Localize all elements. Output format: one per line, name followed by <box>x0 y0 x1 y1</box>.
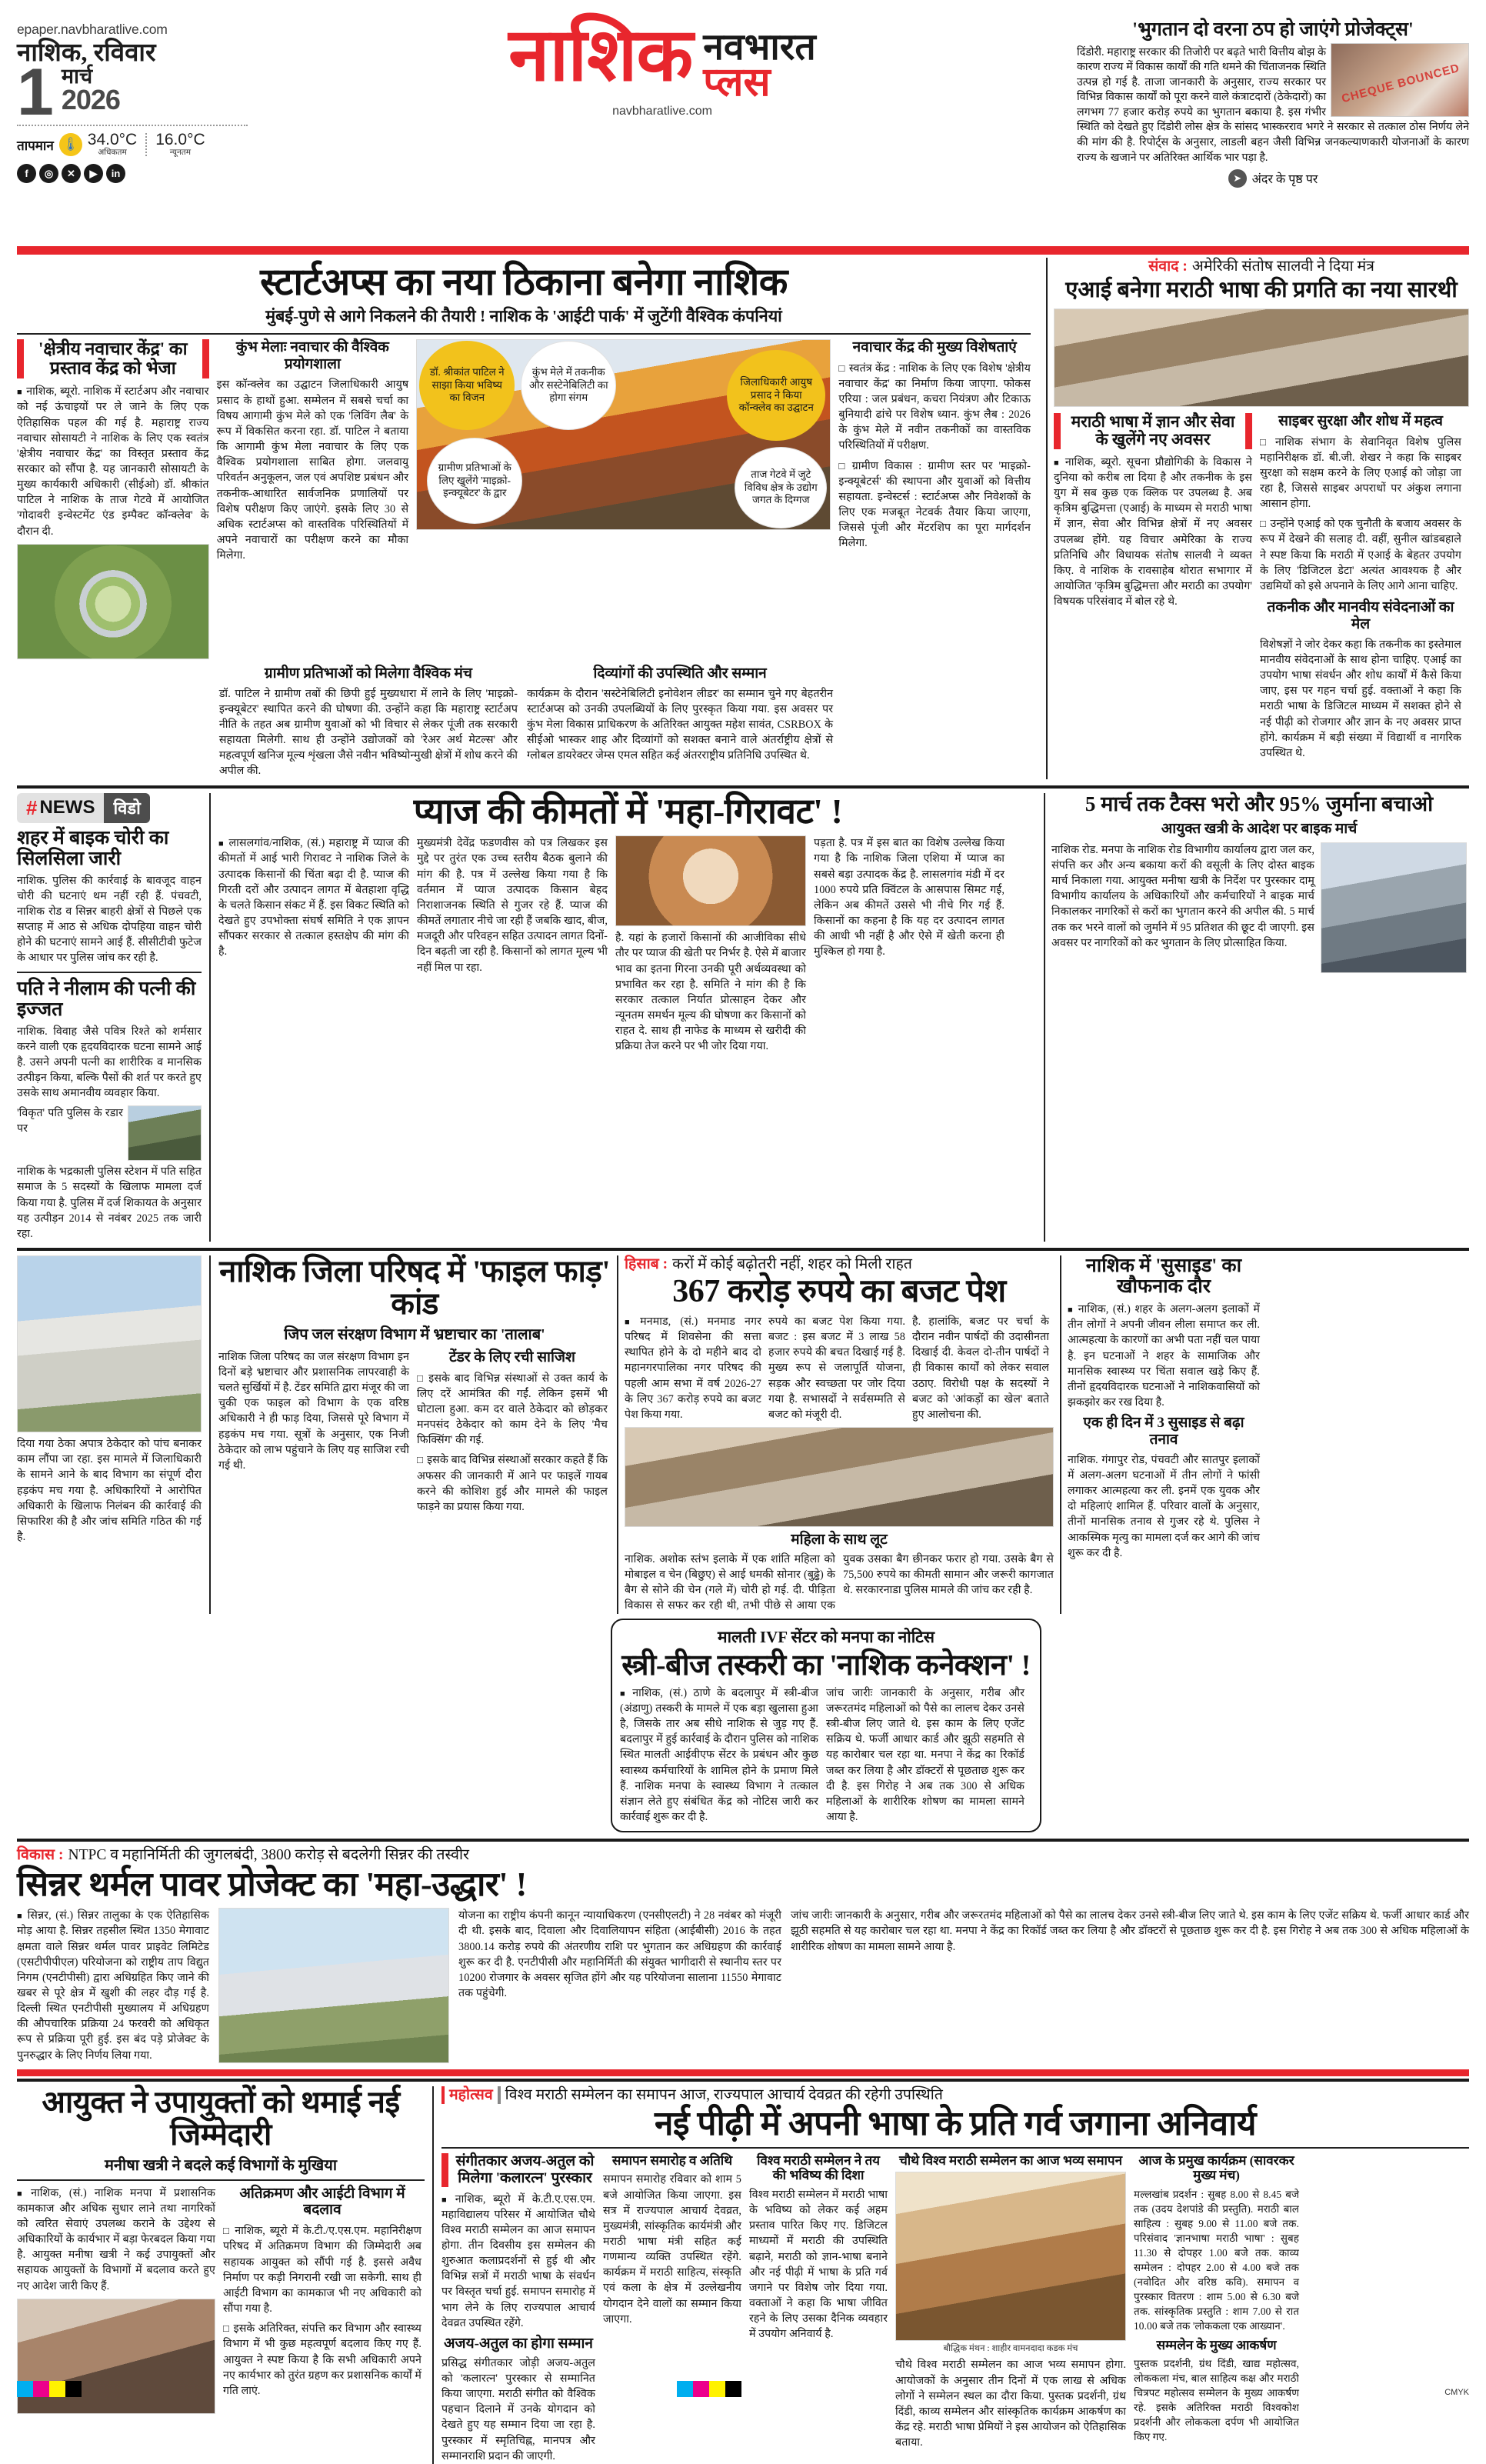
zp-body2: दिया गया ठेका अपात्र ठेकेदार को पांच बनाकर काम लौंपा जा रहा. इस मामले में जिलाधिकारी के सामने आने के बाद विभाग का संपूर्ण दौरा हड़कंप मच गया है. अधिकारियों ने आरोपित अधिकारी के खिलाफ निलंबन की कार्रवाई की सिफारिश की है और जांच समिति गठित की गई है. <box>17 1438 202 1544</box>
lead-col-3 <box>416 339 831 659</box>
marathi-col-5 <box>1134 2153 1299 2464</box>
cyber-item-1: □ नाशिक संभाग के सेवानिवृत विशेष पुलिस महानिरीक्षक डॉ. बी.जी. शेखर ने कहा कि साइबर सुरक्षा को सक्षम करने के लिए एआई को जोड़ा जा रहा है, जिससे साइबर अपराधों पर अंकुश लगाना आसान होगा. <box>1260 435 1461 512</box>
linkedin-icon[interactable]: in <box>106 164 125 183</box>
cmyk-magenta-2 <box>693 2381 709 2397</box>
suicide-body-dup: जांच जारीः जानकारी के अनुसार, गरीब और जरूरतमंद महिलाओं को पैसे का लालच देकर उनसे स्त्री-बीज लिए जाते थे. इस काम के लिए एजेंट सक्रिय थे. फर्जी आधार कार्ड और झूठी सहमति से यह कारोबार चल रहा था. मनपा ने केंद्र का रिकॉर्ड जब्त कर लिया है और डॉक्टरों से पूछताछ शुरू कर दी है. इस गिरोह ने अब तक 300 से अधिक महिलाओं के शारीरिक शोषण का मामला सामने आया है. <box>791 1909 1469 1953</box>
zp-left-spacer <box>17 1255 209 1613</box>
commissioner-subhead: मनीषा खत्री ने बदले कई विभागों के मुखिया <box>104 2156 338 2174</box>
lead-left-body: ■ नाशिक, ब्यूरो. नाशिक में स्टार्टअप और नवाचार को नई ऊंचाइयों पर ले जाने के लिए एक ऐतिहासिक पहल की गई है. महाराष्ट्र राज्य नवाचार सोसायटी ने नाशिक के लिए एक स्वतंत्र 'क्षेत्रीय नवाचार केंद्र' का विस्तृत प्रस्ताव केंद्र सरकार को सौंपा है. यह जानकारी सोसायटी के मुख्य कार्यकारी अधिकारी (सीईओ) डॉ. श्रीकांत पाटिल ने नाशिक के ताज गेटवे में आयोजित 'गोदावरी इन्वेस्टमेंट एंड इम्पैक्ट कॉन्क्लेव' के दौरान दी. <box>17 384 209 539</box>
oval-callout-1: डॉ. श्रीकांत पाटिल ने साझा किया भविष्य का विजन <box>419 341 515 430</box>
ai-col-2 <box>1260 413 1461 761</box>
cmyk-key-2 <box>725 2381 741 2397</box>
marathi-headline[interactable]: नई पीढ़ी में अपनी भाषा के प्रति गर्व जगाना अनिवार्य <box>655 2105 1256 2143</box>
ivf-headline[interactable]: स्त्री-बीज तस्करी का 'नाशिक कनेक्शन' ! <box>621 1649 1031 1682</box>
masthead-red-bar <box>17 246 1469 255</box>
feature-item-2: □ ग्रामीण विकास : ग्रामीण स्तर पर 'माइक्रो-इन्क्यूबेटर्स' की स्थापना और युवाओं को वित्तीय सहायता. इन्वेस्टर्स : स्टार्टअप्स और निवेशकों के लिए एक मजबूत नेटवर्क तैयार किया जाएगा, जिससे पूंजी और मेंटरशिप का पूरा मार्गदर्शन मिलेगा. <box>838 458 1031 552</box>
zp-box-item-1: □ इसके बाद विभिन्न संस्थाओं से उक्त कार्य के लिए दरें आमंत्रित की गईं. लेकिन इसमें भी घोटाला हुआ. कम दर वाले ठेकेदार को छोड़कर मनपसंद ठेकेदार को काम देने के लिए 'मैच फिक्सिंग' की गई. <box>417 1371 608 1449</box>
twitter-x-icon[interactable]: ✕ <box>62 164 81 183</box>
red-accent-right <box>202 339 209 379</box>
oval-callout-4: ग्रामीण प्रतिभाओं के लिए खुलेंगे 'माइक्रो-इन्क्यूबेटर' के द्वार <box>427 438 522 524</box>
news-tag-label: # NEWS <box>17 793 104 823</box>
police-photo <box>128 1105 202 1161</box>
marathi-col-1 <box>441 2153 595 2464</box>
marathi-left-body: ■ नाशिक, ब्यूरो में के.टी.ए.एस.एम. महाविद्यालय परिसर में आयोजित चौथे विश्व मराठी सम्मेलन का आज समापन होगा. तीन दिवसीय इस सम्मेलन की शुरुआत कलाप्रदर्शनों से हुई थी और विभिन्न सत्रों में मराठी भाषा के संवर्धन पर विस्तृत चर्चा हुई. समापन समारोह में भाग लेने के लिए राज्यपाल आचार्य देवव्रत उपस्थित रहेंगे. <box>441 2192 595 2331</box>
suicide-body2: नाशिक. गंगापुर रोड, पंचवटी और सातपुर इलाकों में अलग-अलग घटनाओं में तीन लोगों ने फांसी लगाकर आत्महत्या कर ली. इनमें एक युवक और दो महिलाएं शामिल हैं. परिवार वालों के अनुसार, तीनों मानसिक तनाव से गुजर रहे थे. पुलिस ने आकस्मिक मृत्यु का मामला दर्ज कर आगे की जांच शुरू कर दी है. <box>1068 1453 1260 1559</box>
marathi-kicker-tag: महोत्सव <box>441 2086 501 2104</box>
news-video-body3: नाशिक के भद्रकाली पुलिस स्टेशन में पति सहित समाज के 5 सदस्यों के खिलाफ मामला दर्ज किया गया है. पुलिस में दर्ज शिकायत के अनुसार यह उत्पीड़न 2014 से नवंबर 2025 तक जारी रहा. <box>17 1165 202 1240</box>
marathi-left-head[interactable]: संगीतकार अजय-अतुल को मिलेगा 'कलारत्न' पुरस्कार <box>455 2152 595 2186</box>
lead-headline[interactable]: स्टार्टअप्स का नया ठिकाना बनेगा नाशिक <box>260 261 788 303</box>
ntpc-col-2: योजना का राष्ट्रीय कंपनी कानून न्यायाधिकरण (एनसीएलटी) ने 28 नवंबर को मंजूरी दी थी. इसके बाद, दिवाला और दिवालियापन संहिता (आईबीसी) 2016 के तहत 3800.14 करोड़ रुपये की अंतरणीय राशि पर भुगतान कर अधिग्रहण की कार्रवाई शुरू कर दी है. एनटीपीसी और महानिर्मिती की संयुक्त भागीदारी से स्थानीय स्तर पर 10200 रोजगार के अवसर सृजित होंगे और यह परियोजना सालाना 11550 मेगावाट तक पहुंचेगी. <box>458 1909 781 2000</box>
stage-caption: बौद्धिक मंथन : शाहीर वामनदादा कडक मंच <box>943 2344 1078 2354</box>
marathi-red-accent <box>441 2153 448 2187</box>
date-block <box>17 55 248 129</box>
lead-col-1 <box>17 339 209 659</box>
marathi-col4-body: चौथे विश्व मराठी सम्मेलन का आज भव्य समापन होगा. आयोजकों के अनुसार तीन दिनों में एक लाख से अधिक लोगों ने सम्मेलन स्थल का दौरा किया. पुस्तक प्रदर्शनी, ग्रंथ दिंडी, काव्य सम्मेलन और सांस्कृतिक कार्यक्रम आकर्षण का केंद्र रहे. मराठी भाषा प्रेमियों ने इस आयोजन को ऐतिहासिक बताया. <box>895 2359 1126 2449</box>
rural-block <box>219 665 518 779</box>
hash-icon: # <box>26 795 38 819</box>
budget-col-2: रुपये का बजट पेश किया गया. बजट : इस बजट में 3 लाख 58 हजार रुपये की बचत दिखाई गई है. मुख्य रूप से जलापूर्ति योजना, सड़क और स्वच्छता पर जोर दिया गया है. सभासदों ने सर्वसम्मति से बजट को मंजूरी दी. <box>768 1315 905 1421</box>
ntpc-kicker-tag: विकास : <box>17 1847 64 1864</box>
tax-section <box>1051 793 1467 1242</box>
commissioner-box-item-1: □ नाशिक, ब्यूरो में के.टी./ए.एस.एम. महानिरीक्षण परिषद में अतिक्रमण विभाग की जिम्मेदारी अब सहायक आयुक्त को सौंपी गई है. इससे अवैध निर्माण पर कड़ी निगरानी रखी जा सकेगी. साथ ही आईटी विभाग का कामकाज भी नए अधिकारी को सौंपा गया है. <box>223 2223 421 2316</box>
city-day: नाशिक, रविवार <box>17 39 156 67</box>
aerial-campus-photo <box>17 544 209 659</box>
video-tag-label: विडो <box>104 793 149 823</box>
attractions-body: पुस्तक प्रदर्शनी, ग्रंथ दिंडी, खाद्य महोत्सव, लोककला मंच, बाल साहित्य कक्ष और मराठी चित्रपट महोत्सव सम्मेलन के मुख्य आकर्षण रहे. इसके अतिरिक्त मराठी विश्वकोश प्रदर्शनी और लोककला दर्पण भी आयोजित किए गए. <box>1134 2357 1299 2442</box>
suicide-head[interactable]: नाशिक में 'सुसाइड' का खौफनाक दौर <box>1085 1255 1242 1298</box>
marathi-col4-head[interactable]: चौथे विश्व मराठी सम्मेलन का आज भव्य समापन <box>898 2152 1123 2168</box>
inside-page-label: अंदर के पृष्ठ पर <box>1251 173 1318 187</box>
news-video-tag[interactable] <box>17 793 150 823</box>
commissioner-headline[interactable]: आयुक्त ने उपायुक्तों को थमाई नई जिम्मेदारी <box>42 2084 400 2152</box>
oval-callout-5: ताज गेटवे में जुटे विविध क्षेत्र के उद्योग जगत के दिग्गज <box>735 447 827 528</box>
rural-head[interactable]: ग्रामीण प्रतिभाओं को मिलेगा वैश्विक मंच <box>264 665 472 682</box>
cyber-item-2: □ उन्होंने एआई को एक चुनौती के बजाय अवसर के रूप में देखने की सलाह दी. वहीं, सुनील खांडबहाले ने स्पष्ट किया कि मराठी में एआई के बेहतर उपयोग के लिए 'डिजिटल डेटा' अत्यंत आवश्यक है और उद्यमियों को इसे अपनाने के लिए आगे आना चाहिए. <box>1260 516 1461 594</box>
logo-plus: प्लस <box>703 61 771 105</box>
marathi-col2-body: समापन समारोह रविवार को शाम 5 बजे आयोजित किया जाएगा. इस सत्र में राज्यपाल आचार्य देवव्रत, मुख्यमंत्री, सांस्कृतिक कार्यमंत्री और मराठी भाषा मंत्री सहित कई गणमान्य व्यक्ति उपस्थित रहेंगे. कार्यक्रम में मराठी साहित्य, संस्कृति एवं कला के क्षेत्र में उल्लेखनीय योगदान देने वालों का सम्मान किया जाएगा. <box>603 2173 741 2326</box>
ntpc-col-1: ■ सिन्नर, (सं.) सिन्नर तालुका के एक ऐतिहासिक मोड़ आया है. सिन्नर तहसील स्थित 1350 मेगावाट क्षमता वाले सिन्नर थर्मल पावर प्राइवेट लिमिटेड (एसटीपीपीएल) परियोजना को राष्ट्रीय ताप विद्युत निगम (एनटीपीसी) द्वारा अधिग्रहित किए जाने की खबर से पूरे क्षेत्र में खुशी की लहर दौड़ गई है. दिल्ली स्थित एनटीपीसी मुख्यालय में अधिग्रहण की औपचारिक प्रक्रिया 24 फरवरी को अधिकृत रूप से प्रक्रिया पूरी हुई. इस बंद पड़े प्रोजेक्ट के पुनरुद्धार के लिए निर्णय लिया गया. <box>17 1908 209 2063</box>
attractions-head[interactable]: सम्मलेन के मुख्य आकर्षण <box>1156 2338 1277 2353</box>
budget-mid-body: नाशिक. अशोक स्तंभ इलाके में एक शांति महिला को मोबाइल व चेन (बिछुए) से आई धमकी सोनार (बुढ्ढे) के बैग से सोने की चेन (गले में) चोरी हो गई. दी. पीड़िता विकास से सफर कर रही थी, तभी पीछे से आया एक युवक उसका बैग छीनकर फरार हो गया. उसके बैग से 75,500 रुपये का कीमती सामान और जरूरी कागजात थे. सरकारनाडा पुलिस मामले की जांच कर रही है. <box>625 1552 1054 1612</box>
onion-story <box>218 793 1038 1242</box>
onion-row <box>17 793 1469 1242</box>
news-video-head2[interactable]: पति ने नीलाम की पत्नी की इज्जत <box>17 978 196 1020</box>
onion-col-4: पड़ता है. पत्र में इस बात का विशेष उल्लेख किया गया है कि नाशिक जिला एशिया में प्याज का सबसे बड़ा उत्पादक केंद्र है. लासलगांव मंडी में दर 1000 रुपये प्रति क्विंटल के आसपास सिमट गई, लेकिन अब कीमतें उससे भी नीचे गिर गई हैं. किसानों का कहना है कि यह दर उत्पादन लागत की आधी भी नहीं है और ऐसे में खेती करना ही मुश्किल हो गया है. <box>814 837 1005 959</box>
youtube-icon[interactable]: ▶ <box>84 164 103 183</box>
marathi-col-3 <box>749 2153 888 2464</box>
date-day: 1 <box>17 55 54 129</box>
ai-kicker-tag: संवाद : <box>1148 258 1188 275</box>
lead-col-4 <box>838 339 1031 659</box>
temperature-min-label: न्यूनतम <box>169 148 192 158</box>
thermometer-icon: 🌡 <box>59 133 82 156</box>
ajay-head[interactable]: अजय-अतुल का होगा सम्मान <box>444 2335 593 2352</box>
marathi-section <box>441 2086 1469 2464</box>
bottom-row <box>17 2086 1469 2464</box>
onion-col-3: है. यहां के हजारों किसानों की आजीविका सीधे तौर पर प्याज की खेती पर निर्भर है. ऐसे में बाजार भाव का इतना गिरना उनकी पूरी अर्थव्यवस्था को प्रभावित कर रहा है. समिति ने मांग की है कि सरकार तत्काल निर्यात प्रोत्साहन देकर और न्यूनतम समर्थन मूल्य की घोषणा कर किसानों को राहत दे. साथ ही नाफेड के माध्यम से खरीदी की प्रक्रिया तेज करने पर भी जोर दिया गया. <box>615 932 806 1053</box>
marathi-col-4 <box>895 2153 1126 2464</box>
cmyk-cyan <box>17 2381 33 2397</box>
ai-col-1 <box>1054 413 1252 761</box>
cmyk-strip-center <box>677 2381 741 2397</box>
news-video-caption: 'विकृत' पति पुलिस के रडार पर <box>17 1107 123 1135</box>
lead-col-2 <box>217 339 409 659</box>
cmyk-strip-left <box>17 2381 82 2397</box>
news-video-body: नाशिक. पुलिस की कार्रवाई के बावजूद वाहन चोरी की घटनाएं थम नहीं रही हैं. पंचवटी, नाशिक रोड व सिन्नर बाहरी क्षेत्रों से पिछले एक सप्ताह में आठ से अधिक दोपहिया वाहन चोरी होने की घटनाएं सामने आई हैं. सीसीटीवी फुटेज के आधार पर पुलिस जांच कर रही है. <box>17 874 202 965</box>
section-red-bar <box>17 2069 1469 2076</box>
zp-building-photo <box>17 1255 202 1432</box>
date-month: मार्च <box>61 64 93 88</box>
cmyk-key <box>65 2381 82 2397</box>
top-right-story <box>1077 15 1469 188</box>
stage-photo <box>895 2172 1126 2341</box>
ai-box-head[interactable]: मराठी भाषा में ज्ञान और सेवा के खुलेंगे नए अवसर <box>1071 412 1235 449</box>
inside-page-link[interactable] <box>1077 169 1469 188</box>
news-video-body2: नाशिक. विवाह जैसे पवित्र रिश्ते को शर्मसार करने वाली एक हृदयविदारक घटना सामने आई है. उसने अपनी पत्नी का शारीरिक व मानसिक उत्पीड़न किया, बल्कि पैसों की शर्त पर करते हुए उसके साथ अमानवीय व्यवहार किया. <box>17 1025 202 1100</box>
news-video-col <box>17 793 209 1242</box>
onion-col-2: मुख्यमंत्री देवेंद्र फडणवीस को पत्र लिखकर इस मुद्दे पर तुरंत एक उच्च स्तरीय बैठक बुलाने की मांग की है. पत्र में उल्लेख किया गया है कि वर्तमान में प्याज उत्पादक किसान बेहद निराशाजनक स्थिति से गुजर रहे हैं. प्याज की कीमतें लगातार नीचे जा रही हैं जबकि खाद, बीज, मजदूरी और परिवहन सहित उत्पादन लागत दिनों-दिन बढ़ती जा रही है. किसानों को लागत मूल्य भी नहीं मिल पा रहा. <box>417 837 608 974</box>
zp-story <box>218 1255 611 1613</box>
temperature-label: तापमान <box>17 138 54 153</box>
facebook-icon[interactable]: f <box>17 164 36 183</box>
logo-nashik: नाशिक <box>508 14 693 96</box>
disabled-head[interactable]: दिव्यांगों की उपस्थिति और सम्मान <box>593 665 767 682</box>
commissioner-body: ■ नाशिक, (सं.) नाशिक मनपा में प्रशासनिक कामकाज और अधिक सुधार लाने तथा नागरिकों को त्वरित सेवाएं उपलब्ध कराने के उद्देश्य से अधिकारियों के कार्यभार में बड़ा फेरबदल किया गया है. आयुक्त मनीषा खत्री ने कई उपायुक्तों और सहायक आयुक्तों के विभागों में बदलाव करते हुए नए आदेश जारी किए हैं. <box>17 2186 215 2294</box>
masthead-logo <box>248 15 1077 118</box>
masthead-left <box>17 15 248 183</box>
kumbh-body: इस कॉन्क्लेव का उद्घाटन जिलाधिकारी आयुष प्रसाद के हाथों हुआ. सम्मेलन में सबसे चर्चा का विषय आगामी कुंभ मेले को एक 'लिविंग लैब' के रूप में विकसित करना रहा. डॉ. पाटिल ने बताया कि आगामी कुंभ मेला नवाचार के लिए एक वैश्विक प्रयोगशाला साबित होगा. जलवायु परिवर्तन अनुकूलन, जल एवं अपशिष्ट प्रबंधन और तकनीक-आधारित सार्वजनिक प्रणालियों पर विशेष परीक्षण किए जाएंगे. इसके लिए 30 से अधिक स्टार्टअप्स को वास्तविक परिस्थितियों में अपने नवाचारों का परीक्षण करने का मौका मिलेगा. <box>216 378 409 562</box>
arrow-icon: ➤ <box>1228 169 1247 188</box>
suicide-section <box>1068 1255 1260 1613</box>
ai-box-body: ■ नाशिक, ब्यूरो. सूचना प्रौद्योगिकी के विकास ने दुनिया को करीब ला दिया है और तकनीक के इस युग में सब कुछ एक क्लिक पर उपलब्ध है. अब कृत्रिम बुद्धिमत्ता (एआई) के माध्यम से मराठी भाषा में ज्ञान, सेवा और विभिन्न क्षेत्रों में नए अवसर उपलब्ध होंगे. यह विचार अमेरिका के राज्य प्रतिनिधि और विधायक संतोष सालवी ने व्यक्त किए. वे नाशिक के रावसाहेब थोरात सभागार में आयोजित 'कृत्रिम बुद्धिमत्ता और मराठी का उपयोग' विषयक परिसंवाद में बोल रहे थे. <box>1054 455 1252 610</box>
epaper-url[interactable]: epaper.navbharatlive.com <box>17 22 168 37</box>
zp-body: नाशिक जिला परिषद का जल संरक्षण विभाग इन दिनों बड़े भ्रष्टाचार और प्रशासनिक लापरवाही के चलते सुर्खियों में है. टेंडर समिति द्वारा मंजूर की जा चुकी एक फाइल को विभाग के एक वरिष्ठ अधिकारी ने ही फाड़ दिया, जिससे पूरे विभाग में हड़कंप मच गया. सूत्रों के अनुसार, एक निजी ठेकेदार को लाभ पहुंचाने के लिए यह साजिश रची गई थी. <box>218 1350 409 1472</box>
ai-red-accent-right <box>1245 413 1252 449</box>
news-video-head[interactable]: शहर में बाइक चोरी का सिलसिला जारी <box>17 827 169 869</box>
temperature-min: 16.0°C <box>155 131 205 149</box>
disabled-body: कार्यक्रम के दौरान 'सस्टेनेबिलिटी इनोवेशन लीडर' का सम्मान चुने गए बेहतरीन स्टार्टअप्स को उनकी उपलब्धियों के लिए पुरस्कृत किया गया. इस अवसर पर कुंभ मेला विकास प्राधिकरण के अतिरिक्त आयुक्त महेश सावंत, CSRBOX के सीईओ भास्कर शाह और दिव्यांगों को सशक्त बनाने वाले अंतर्राष्ट्रीय क्षेत्रों से ग्लोबल डायरेक्टर जेम्स एमल सहित कई अंतरराष्ट्रीय प्रतिनिधि उपस्थित थे. <box>527 687 834 762</box>
power-plant-photo <box>218 1908 449 2063</box>
budget-mid-head[interactable]: महिला के साथ लूट <box>791 1532 888 1549</box>
cyber-head[interactable]: साइबर सुरक्षा और शोध में महत्व <box>1278 412 1443 429</box>
suicide-sub-head[interactable]: एक ही दिन में 3 सुसाइड से बढ़ा तनाव <box>1083 1415 1244 1449</box>
ai-seminar-photo <box>1054 308 1469 407</box>
tech-head[interactable]: तकनीक और मानवीय संवेदनाओं का मेल <box>1267 599 1454 632</box>
zp-subhead: जिप जल संरक्षण विभाग में भ्रष्टाचार का 'तालाब' <box>284 1325 545 1343</box>
zp-box-head[interactable]: टेंडर के लिए रची साजिश <box>449 1349 575 1365</box>
oval-callout-3: जिलाधिकारी आयुष प्रसाद ने किया कॉन्क्लेव का उद्घाटन <box>727 350 825 441</box>
cmyk-yellow-2 <box>709 2381 725 2397</box>
marathi-col3-body: विश्व मराठी सम्मेलन में मराठी भाषा के भविष्य को लेकर कई अहम प्रस्ताव पारित किए गए. डिजिटल माध्यमों में मराठी की उपस्थिति बढ़ाने, मराठी को ज्ञान-भाषा बनाने और नई पीढ़ी में भाषा के प्रति गर्व जगाने पर विशेष जोर दिया गया. वक्ताओं ने कहा कि भाषा जीवित रहने के लिए उसका दैनिक व्यवहार में उपयोग अनिवार्य है. <box>749 2188 888 2341</box>
ivf-box-head[interactable]: मालती IVF सेंटर को मनपा का नोटिस <box>718 1627 935 1646</box>
ai-red-accent-left <box>1054 413 1061 449</box>
lead-spacer <box>17 665 210 779</box>
ivf-box <box>611 1619 1041 1833</box>
temperature-max: 34.0°C <box>87 131 138 149</box>
instagram-icon[interactable]: ◎ <box>39 164 58 183</box>
onion-photo <box>615 835 806 926</box>
ai-kicker-text: अमेरिकी संतोष सालवी ने दिया मंत्र <box>1191 258 1374 275</box>
lead-section <box>17 258 1469 779</box>
lead-left <box>17 258 1040 779</box>
temperature-bar <box>17 132 248 158</box>
marathi-col2-head[interactable]: समापन समारोह व अतिथि <box>611 2152 733 2168</box>
marathi-col3-head[interactable]: विश्व मराठी सम्मेलन ने तय की भविष्य की दिशा <box>756 2152 881 2183</box>
disabled-block <box>527 665 833 779</box>
tax-body: नाशिक रोड. मनपा के नाशिक रोड विभागीय कार्यालय द्वारा जल कर, संपत्ति कर और अन्य बकाया करों की वसूली के लिए दोस्त बाइक मार्च निकाला गया. आयुक्त मनीषा खत्री के निर्देश पर पुरस्कार दामू विभागीय कार्यालय के अधिकारियों और कर्मचारियों ने बाइक मार्च निकालकर नागरिकों से करों का भुगतान करने की अपील की. 5 मार्च तक कर भरने वालों को जुर्माने में 95 प्रतिशत की छूट दी जाएगी. इस अवसर पर नागरिकों को कर भुगतान के लिए प्रोत्साहित किया. <box>1051 843 1314 949</box>
cmyk-mark: CMYK <box>1444 2388 1469 2397</box>
ntpc-headline[interactable]: सिन्नर थर्मल पावर प्रोजेक्ट का 'महा-उद्धार' ! <box>17 1865 527 1903</box>
bike-march-photo <box>1321 842 1467 973</box>
oval-callout-2: कुंभ मेले में तकनीक और सस्टेनेबिलिटी का होगा संगम <box>521 341 616 430</box>
ivf-row <box>17 1619 1469 1833</box>
lead-left-box-head[interactable]: 'क्षेत्रीय नवाचार केंद्र' का प्रस्ताव केंद्र को भेजा <box>38 338 188 378</box>
zp-headline[interactable]: नाशिक जिला परिषद में 'फाइल फाड़' कांड <box>219 1254 610 1322</box>
top-right-body: दिंडोरी. महाराष्ट्र सरकार की तिजोरी पर बढ़ते भारी वित्तीय बोझ के कारण राज्य में विकास कार्यों की गति थमने की चिंताजनक स्थिति उत्पन्न हो गई है. ताजा जानकारी के अनुसार, राज्य सरकार पर विभिन्न विकास कार्यों को पूरा करने वाले कंत्राटदारों (ठेकेदारों) का लगभग 77 हजार करोड़ रुपये का भुगतान बकाया है. इस गंभीर स्थिति को देखते हुए दिंडोरी लोस क्षेत्र के सांसद भास्करराव भगरे ने सरकार से तत्काल ठोस निर्णय लेने की मांग की है. रिपोर्ट्स के अनुसार, लाडली बहन जैसी विभिन्न जनकल्याणकारी योजनाओं के कारण राज्य के खजाने पर अतिरिक्त आर्थिक भार पड़ा है. <box>1077 45 1469 164</box>
cmyk-cyan-2 <box>677 2381 693 2397</box>
temperature-divider <box>145 133 147 156</box>
lead-spacer-2 <box>842 665 1031 779</box>
date-year: 2026 <box>61 83 120 115</box>
site-url[interactable]: navbharatlive.com <box>612 104 712 118</box>
red-accent-left <box>17 339 24 379</box>
tech-body: विशेषज्ञों ने जोर देकर कहा कि तकनीक का इस्तेमाल मानवीय संवेदनाओं के साथ होना चाहिए. एआई का उपयोग भाषा संवर्धन और शोध कार्यों में कैसे किया जाए, इस पर गहन चर्चा हुई. वक्ताओं ने कहा कि मराठी भाषा के डिजिटल माध्यम में सशक्त होने से नई पीढ़ी को रोजगार और ज्ञान के नए अवसर प्राप्त होंगे. कार्यक्रम में बड़ी संख्या में विद्यार्थी व नागरिक उपस्थित थे. <box>1260 638 1461 759</box>
cmyk-yellow <box>49 2381 65 2397</box>
cmyk-magenta <box>33 2381 49 2397</box>
masthead <box>17 15 1469 246</box>
ntpc-kicker-text: NTPC व महानिर्मिती की जुगलबंदी, 3800 करोड़ से बदलेगी सिन्नर की तस्वीर <box>68 1847 469 1864</box>
rural-body: डॉ. पाटिल ने ग्रामीण तबों की छिपी हुई मुख्यधारा में लाने के लिए 'माइक्रो-इन्क्यूबेटर' स्थापित करने की घोषणा की. उन्होंने कहा कि महाराष्ट्र स्टार्टअप नीति के तहत अब ग्रामीण युवाओं को भी विचार से लेकर पूंजी तक सरकारी सहायता मिलेगी. साथ ही उन्होंने उद्योजकों को 'रेअर अर्थ मेटल्स' और महत्वपूर्ण खनिज मूल्य शृंखला जैसे नवीन भविष्योन्मुखी क्षेत्रों में शोध करने की अपील की. <box>218 687 518 778</box>
cheque-bounced-photo <box>1331 43 1469 117</box>
ai-section <box>1054 258 1469 779</box>
features-head[interactable]: नवाचार केंद्र की मुख्य विशेषताएं <box>852 338 1017 355</box>
onion-col-1: ■ लासलगांव/नाशिक, (सं.) महाराष्ट्र में प्याज की कीमतों में आई भारी गिरावट ने नाशिक जिले के उत्पादक किसानों की चिंता बढ़ा दी है. प्याज की गिरती दरों और उत्पादन लागत में बेतहाशा वृद्धि के चलते किसान संकट में हैं. इस विकट स्थिति को देखते हुए उपभोक्ता संघर्ष समिति ने एक ज्ञापन सौंपकर सरकार से तत्काल हस्तक्षेप की मांग की है. <box>218 835 409 1054</box>
zp-box-item-2: □ इसके बाद विभिन्न संस्थाओं सरकार कहते हैं कि अफसर की जानकारी में आने पर फाइलें गायब करने की कोशिश हुई और मामले की फाइल फाड़ने का प्रयास किया गया. <box>417 1452 608 1515</box>
tax-headline[interactable]: 5 मार्च तक टैक्स भरो और 95% जुर्माना बचाओ <box>1085 792 1434 815</box>
program-head[interactable]: आज के प्रमुख कार्यक्रम (सावरकर मुख्य मंच) <box>1138 2152 1294 2183</box>
commissioner-box-item-2: □ इसके अतिरिक्त, संपत्ति कर विभाग और स्वास्थ्य विभाग में भी कुछ महत्वपूर्ण बदलाव किए गए हैं. आयुक्त ने स्पष्ट किया है कि सभी अधिकारी अपने नए कार्यभार को तुरंत ग्रहण कर प्रशासनिक कार्यों में गति लाएं. <box>223 2321 421 2399</box>
lead-subhead: मुंबई-पुणे से आगे निकलने की तैयारी ! नाशिक के 'आईटी पार्क' में जुटेंगी वैश्विक कंपनियां <box>265 306 782 325</box>
feature-item-1: □ स्वतंत्र केंद्र : नाशिक के लिए एक विशेष 'क्षेत्रीय नवाचार केंद्र' का निर्माण किया जाएगा. फोकस एरिया : जल प्रबंधन, कचरा नियंत्रण और टिकाऊ बुनियादी ढांचे पर विशेष ध्यान. कुंभ लैब : 2026 के कुंभ मेले में नवीन तकनीकों का वास्तविक परिस्थितियों में परीक्षण. <box>838 361 1031 454</box>
onion-headline[interactable]: प्याज की कीमतों में 'महा-गिरावट' ! <box>413 791 843 831</box>
budget-kicker-text: करों में कोई बढ़ोतरी नहीं, शहर को मिली राहत <box>672 1256 912 1273</box>
ivf-col-1: ■ नाशिक, (सं.) ठाणे के बदलापुर में स्त्री-बीज (अंडाणु) तस्करी के मामले में एक बड़ा खुलासा हुआ है, जिसके तार अब सीधे नाशिक से जुड़ गए हैं. बदलापुर में हुई कार्रवाई के दौरान पुलिस को नाशिक स्थित मालती आईवीएफ सेंटर के प्रबंधन और कुछ स्वास्थ्य कर्मचारियों के शामिल होने के प्रमाण मिले हैं. नाशिक मनपा के स्वास्थ्य विभाग ने तत्काल संज्ञान लेते हुए संबंधित केंद्र को नोटिस जारी कर कार्रवाई शुरू कर दी है. <box>620 1685 818 1825</box>
budget-col-1: ■ मनमाड, (सं.) मनमाड नगर परिषद में शिवसेना की सत्ता स्थापित होने के दो महीने बाद दो महानगरपालिका नगर परिषद की पहली आम सभा में वर्ष 2026-27 के लिए 367 करोड़ रुपये का बजट पेश किया गया. <box>625 1314 761 1422</box>
zp-budget-row <box>17 1255 1469 1613</box>
budget-story <box>625 1255 1054 1613</box>
budget-meeting-photo <box>625 1427 1054 1527</box>
program-body: मल्लखांब प्रदर्शन : सुबह 8.00 से 8.45 बजे तक (उदय देशपांडे की प्रस्तुति). मराठी बाल साहित्य : सुबह 9.00 से 11.00 बजे तक. परिसंवाद 'ज्ञानभाषा मराठी भाषा' : सुबह 11.30 से दोपहर 1.00 बजे तक. काव्य सम्मेलन : दोपहर 2.00 से 4.00 बजे तक (नवोदित और वरिष्ठ कवि). समापन व पुरस्कार वितरण : शाम 5.00 से 6.30 बजे तक. सांस्कृतिक प्रस्तुति : शाम 7.00 से रात 10.00 बजे तक 'लोककला एक आख्यान'. <box>1134 2188 1299 2332</box>
commissioner-section <box>17 2086 432 2464</box>
temperature-max-label: अधिकतम <box>98 148 127 158</box>
ai-headline[interactable]: एआई बनेगा मराठी भाषा की प्रगति का नया सारथी <box>1065 278 1458 303</box>
logo-navbharat: नवभारत <box>703 27 816 68</box>
social-links[interactable] <box>17 164 248 183</box>
commissioner-box-head[interactable]: अतिक्रमण और आईटी विभाग में बदलाव <box>239 2185 405 2219</box>
marathi-col-2 <box>603 2153 741 2464</box>
ajay-body: प्रसिद्ध संगीतकार जोड़ी अजय-अतुल को 'कलारत्न' पुरस्कार से सम्मानित किया जाएगा. मराठी संगीत को वैश्विक पहचान दिलाने में उनके योगदान को देखते हुए यह सम्मान दिया जा रहा है. पुरस्कार में स्मृतिचिह्न, मानपत्र और सम्मानराशि प्रदान की जाएगी. <box>441 2356 595 2462</box>
ivf-col-2: जांच जारीः जानकारी के अनुसार, गरीब और जरूरतमंद महिलाओं को पैसे का लालच देकर उनसे स्त्री-बीज लिए जाते थे. इस काम के लिए एजेंट सक्रिय थे. फर्जी आधार कार्ड और झूठी सहमति से यह कारोबार चल रहा था. मनपा ने केंद्र का रिकॉर्ड जब्त कर लिया है और डॉक्टरों से पूछताछ शुरू कर दी है. इस गिरोह ने अब तक 300 से अधिक महिलाओं के शारीरिक शोषण का मामला सामने आया है. <box>826 1686 1025 1824</box>
marathi-kicker-text: विश्व मराठी सम्मेलन का समापन आज, राज्यपाल आचार्य देवव्रत की रहेगी उपस्थिति <box>505 2086 943 2103</box>
budget-headline[interactable]: 367 करोड़ रुपये का बजट पेश <box>672 1274 1006 1310</box>
budget-kicker-tag: हिसाब : <box>625 1256 668 1273</box>
suicide-body: ■ नाशिक, (सं.) शहर के अलग-अलग इलाकों में तीन लोगों ने अपनी जीवन लीला समाप्त कर ली. आत्महत्या के कारणों का अभी पता नहीं चल पाया है. इन घटनाओं ने शहर के सामाजिक और मानसिक स्वास्थ्य पर चिंता सवाल खड़े किए हैं. तीनों हृदयविदारक घटनाओं ने नाशिकवासियों को झकझोर कर रख दिया है. <box>1068 1302 1260 1410</box>
top-right-headline[interactable]: 'भुगतान दो वरना ठप हो जाएंगे प्रोजेक्ट्स' <box>1132 19 1414 40</box>
kumbh-head[interactable]: कुंभ मेलाः नवाचार की वैश्विक प्रयोगशाला <box>235 338 389 372</box>
tax-subhead: आयुक्त खत्री के आदेश पर बाइक मार्च <box>1161 820 1358 837</box>
ntpc-section <box>17 1846 1469 2063</box>
budget-col-3: है. हालांकि, बजट पर चर्चा के दौरान नवीन पार्षदों की उदासीनता दिखाई दी. केवल दो-तीन पार्षदों ने ही विकास कार्यों को लेकर सवाल उठाए. विरोधी पक्ष के सदस्यों ने बजट को 'आंकड़ों का खेल' बताते हुए आलोचना की. <box>912 1315 1049 1421</box>
